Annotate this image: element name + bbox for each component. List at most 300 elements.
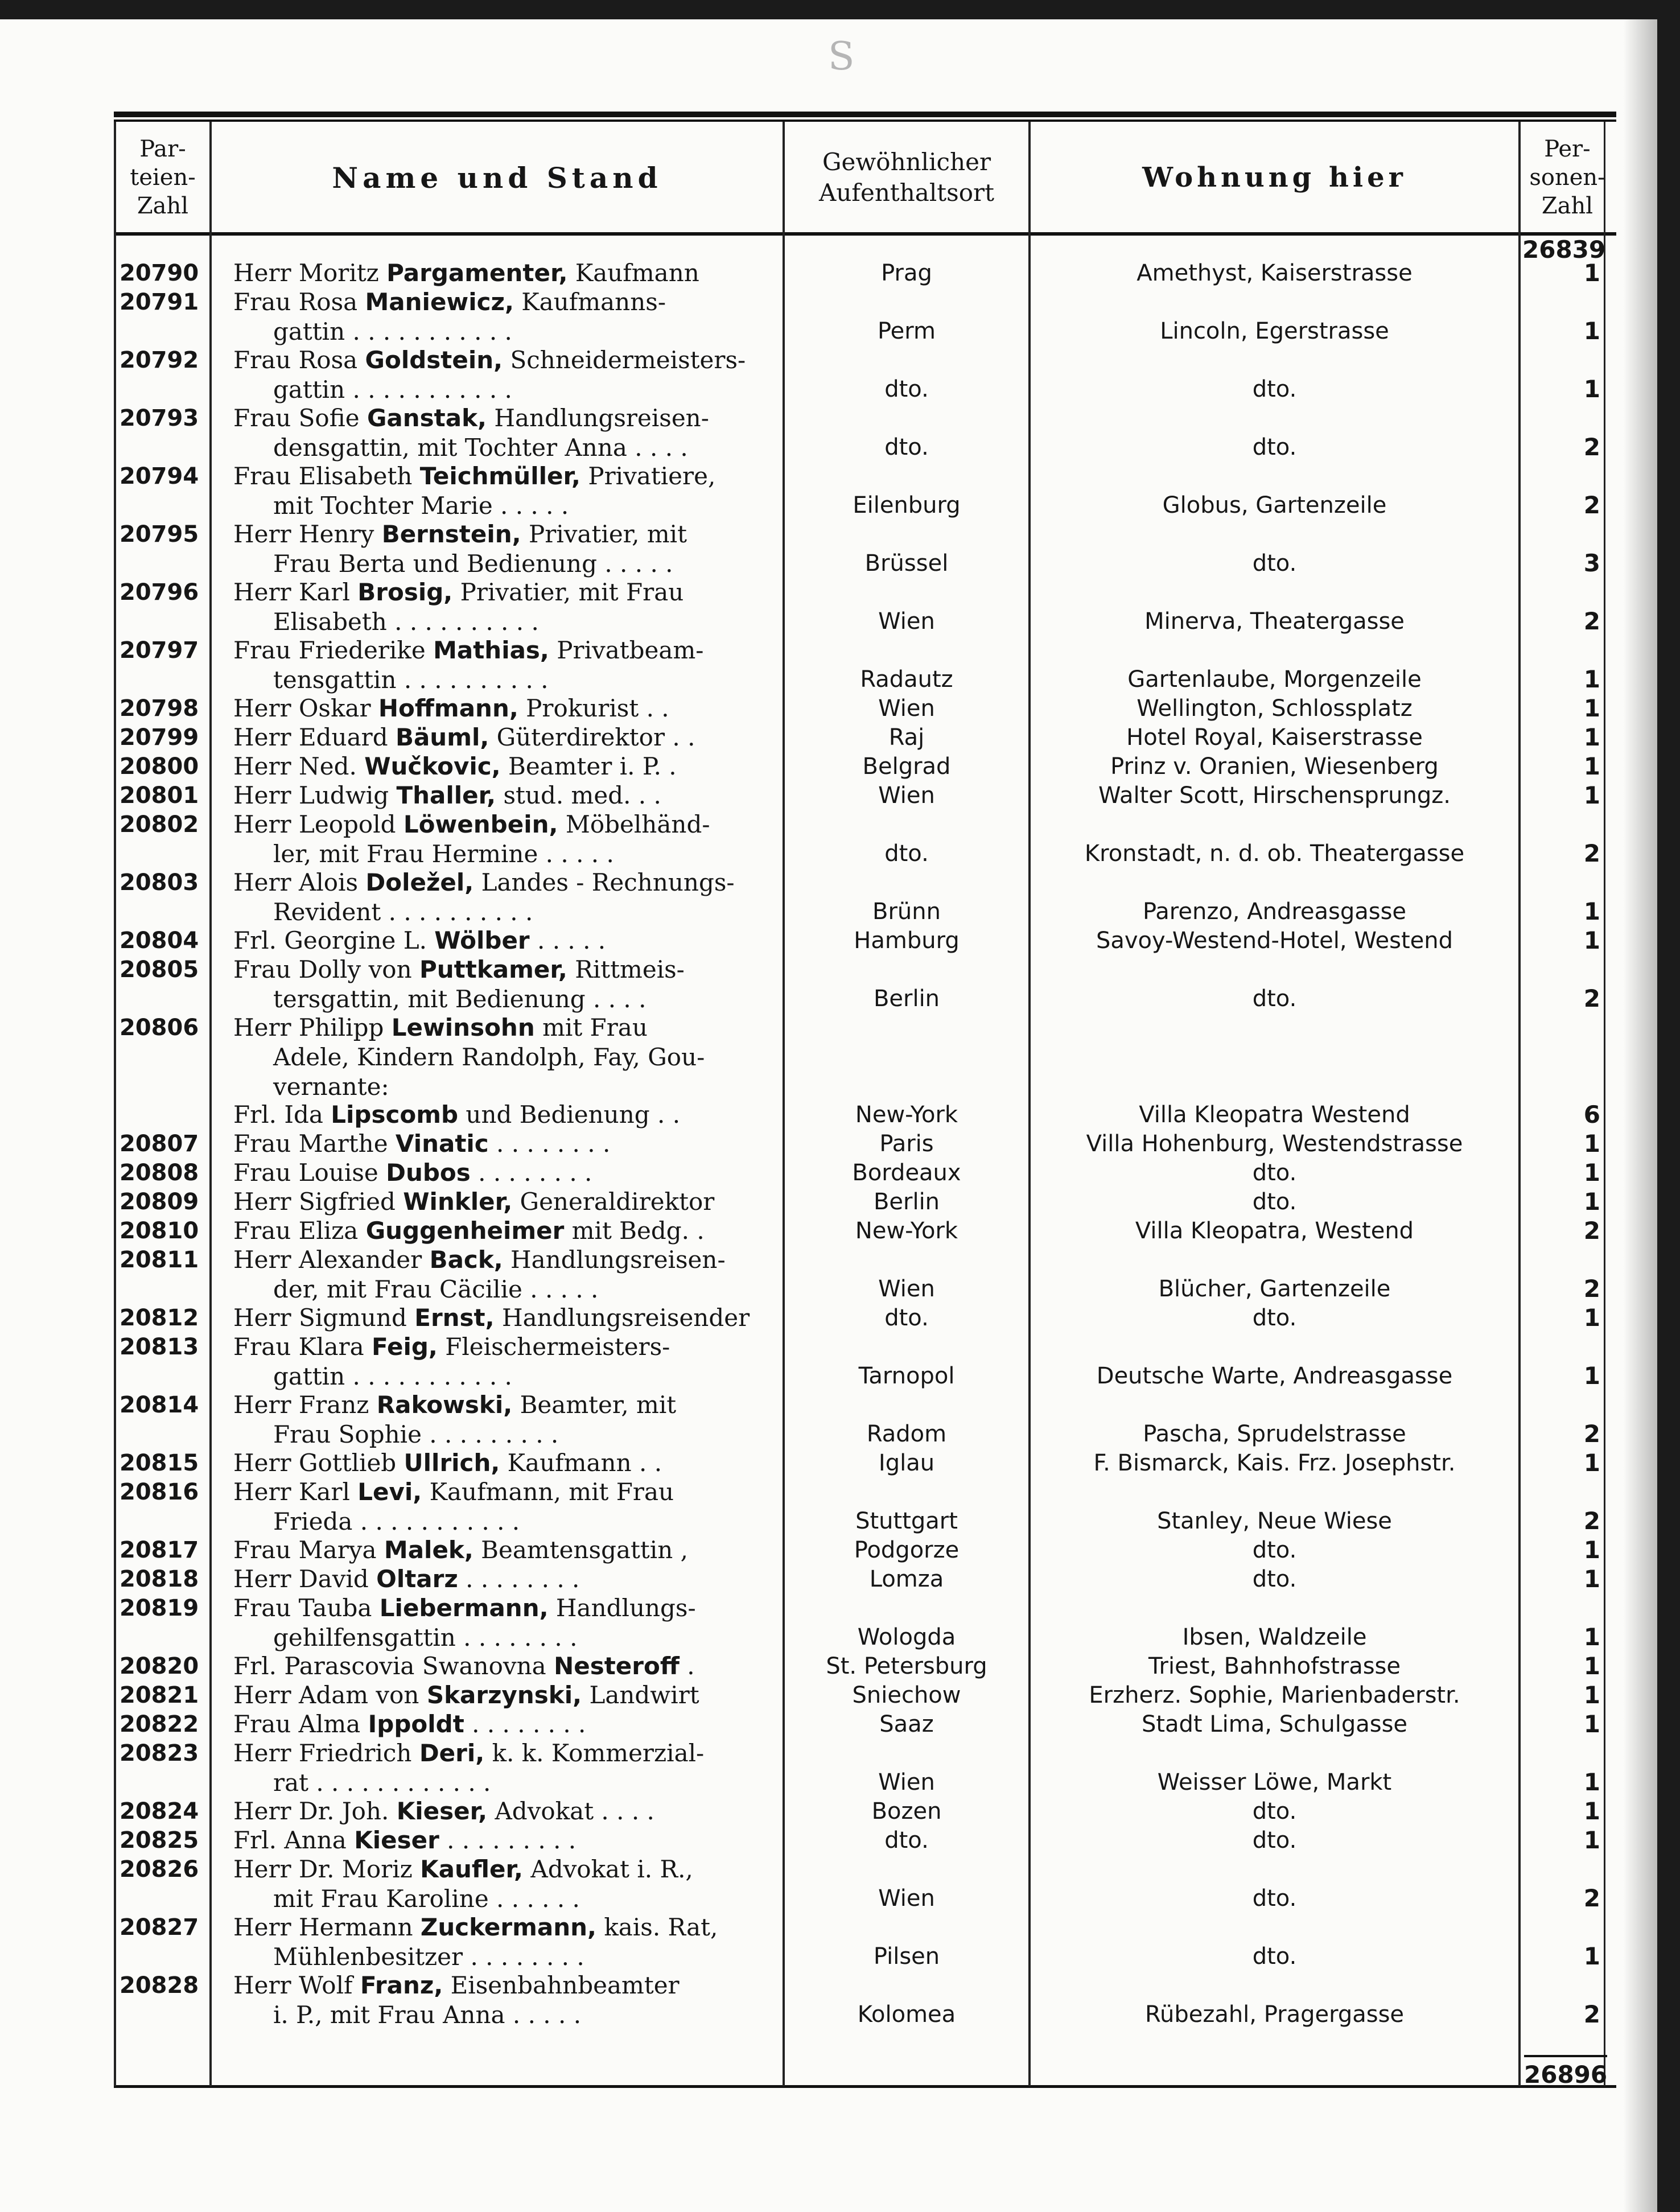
title-forename: Frau Tauba	[233, 1594, 380, 1622]
name-und-stand	[233, 1129, 768, 1159]
personen-zahl: 2	[1583, 985, 1600, 1012]
occupation: . . . . . . . .	[470, 1159, 592, 1187]
occupation: mit Bedg. .	[564, 1217, 705, 1245]
wohnung: Stanley, Neue Wiese	[1157, 1508, 1392, 1534]
surname: Ganstak,	[367, 404, 487, 432]
name-und-stand	[233, 462, 768, 521]
aufenthaltsort: Wien	[878, 608, 935, 635]
title-forename: Herr Oskar	[233, 694, 378, 722]
aufenthaltsort: Wien	[878, 1885, 935, 1912]
surname: Wölber	[434, 926, 530, 954]
wohnung: Minerva, Theatergasse	[1144, 608, 1405, 635]
title-forename: Frau Louise	[233, 1159, 386, 1187]
title-forename: Frau Eliza	[233, 1217, 366, 1245]
aufenthaltsort: Saaz	[879, 1711, 934, 1737]
occupation: Beamtensgattin ,	[473, 1536, 688, 1564]
title-forename: Frau Alma	[233, 1710, 368, 1738]
personen-zahl: 1	[1583, 1768, 1600, 1796]
aufenthaltsort: New-York	[855, 1218, 958, 1244]
aufenthaltsort: Bozen	[871, 1798, 942, 1824]
name-line	[233, 578, 683, 606]
surname: Ullrich,	[403, 1449, 500, 1477]
title-forename: Frau Rosa	[233, 346, 365, 374]
personen-zahl: 1	[1583, 317, 1600, 345]
occupation: Privatiere,	[580, 462, 716, 490]
name-continuation: Revident . . . . . . . . . .	[273, 898, 533, 926]
title-forename: Frl. Anna	[233, 1826, 355, 1854]
surname: Deri,	[419, 1739, 485, 1767]
occupation: Schneidermeisters-	[503, 346, 746, 374]
name-line	[233, 1536, 688, 1564]
name-und-stand	[233, 636, 768, 695]
parteien-nr: 20826	[120, 1856, 199, 1883]
parteien-nr: 20821	[120, 1682, 199, 1708]
name-continuation: Elisabeth . . . . . . . . . .	[273, 608, 539, 636]
parteien-nr: 20798	[120, 695, 199, 722]
occupation: Privatbeam-	[549, 636, 704, 664]
title-forename: Herr Friedrich	[233, 1739, 419, 1767]
name-line	[233, 1391, 676, 1419]
name-line	[233, 868, 735, 896]
name-line	[233, 346, 746, 374]
name-und-stand	[233, 752, 768, 781]
wohnung: Hotel Royal, Kaiserstrasse	[1126, 724, 1423, 751]
title-forename: Herr David	[233, 1565, 377, 1593]
name-line	[233, 1014, 648, 1041]
title-forename: Frau Dolly von	[233, 955, 419, 983]
occupation: Eisenbahnbeamter	[443, 1971, 680, 1999]
occupation: Generaldirektor	[512, 1188, 715, 1216]
header-label: Wohnung hier	[1142, 162, 1407, 193]
name-continuation: Mühlenbesitzer . . . . . . . .	[273, 1943, 584, 1971]
personen-zahl: 1	[1583, 723, 1600, 751]
title-forename: Herr Henry	[233, 520, 382, 548]
occupation: Handlungsreisender	[494, 1304, 750, 1332]
wohnung: dto.	[1252, 1189, 1297, 1215]
wohnung: Weisser Löwe, Markt	[1157, 1769, 1392, 1795]
wohnung: dto.	[1252, 434, 1297, 460]
surname: Goldstein,	[365, 346, 503, 374]
top-rule	[114, 112, 1616, 117]
name-und-stand	[233, 810, 768, 869]
title-forename: Herr Dr. Moriz	[233, 1855, 421, 1883]
surname: Vinatic	[395, 1130, 489, 1158]
name-continuation: rat . . . . . . . . . . . .	[273, 1769, 491, 1797]
title-forename: Frau Marthe	[233, 1130, 396, 1158]
name-und-stand	[233, 1216, 768, 1246]
name-line	[233, 781, 661, 809]
personen-zahl: 2	[1583, 1217, 1600, 1245]
surname: Puttkamer,	[419, 955, 567, 983]
name-line	[233, 1652, 695, 1680]
occupation: Privatier, mit	[521, 520, 687, 548]
occupation: Möbelhänd-	[558, 810, 710, 838]
name-und-stand	[233, 1013, 768, 1102]
name-line	[233, 1101, 680, 1128]
surname: Lewinsohn	[391, 1014, 535, 1041]
personen-zahl: 1	[1583, 665, 1600, 693]
name-und-stand	[233, 1680, 768, 1710]
name-continuation: gattin . . . . . . . . . . .	[273, 1362, 512, 1390]
surname: Wučkovic,	[364, 752, 501, 780]
name-continuation: Frau Sophie . . . . . . . . .	[273, 1420, 559, 1448]
wohnung: Rübezahl, Pragergasse	[1144, 2001, 1405, 2028]
name-continuation: tensgattin . . . . . . . . . .	[273, 666, 549, 694]
name-continuation: gehilfensgattin . . . . . . . .	[273, 1624, 578, 1651]
personen-zahl: 1	[1583, 1652, 1600, 1680]
name-und-stand	[233, 578, 768, 637]
name-line	[233, 1246, 726, 1274]
wohnung: Savoy-Westend-Hotel, Westend	[1096, 928, 1453, 954]
personen-zahl: 2	[1583, 1420, 1600, 1448]
wohnung: Ibsen, Waldzeile	[1182, 1624, 1367, 1650]
name-line	[233, 1594, 696, 1622]
aufenthaltsort: dto.	[884, 1305, 929, 1331]
aufenthaltsort: New-York	[855, 1102, 958, 1128]
wohnung: Parenzo, Andreasgasse	[1142, 899, 1407, 925]
parteien-nr: 20808	[120, 1160, 199, 1186]
aufenthaltsort: Lomza	[869, 1566, 944, 1592]
name-continuation: vernante:	[273, 1073, 389, 1101]
title-forename: Frl. Georgine L.	[233, 926, 435, 954]
name-continuation: Frieda . . . . . . . . . . .	[273, 1507, 520, 1535]
column-divider	[1604, 122, 1605, 2086]
aufenthaltsort: dto.	[884, 434, 929, 460]
surname: Maniewicz,	[365, 288, 514, 316]
occupation: Handlungsreisen-	[503, 1246, 726, 1274]
personen-zahl: 1	[1583, 375, 1600, 403]
personen-zahl: 1	[1583, 1826, 1600, 1854]
occupation: . . . . . . . .	[458, 1565, 580, 1593]
occupation: Landes - Rechnungs-	[473, 868, 735, 896]
parteien-nr: 20824	[120, 1798, 199, 1824]
title-forename: Herr Eduard	[233, 723, 396, 751]
name-line	[233, 1565, 579, 1593]
name-continuation: gattin . . . . . . . . . . .	[273, 376, 512, 403]
personen-zahl: 1	[1583, 752, 1600, 780]
parteien-nr: 20805	[120, 957, 199, 983]
name-und-stand	[233, 1564, 768, 1594]
name-line	[233, 1217, 705, 1245]
title-forename: Frl. Ida	[233, 1101, 331, 1128]
name-line	[233, 1159, 592, 1187]
parteien-nr: 20800	[120, 753, 199, 780]
name-line	[233, 462, 715, 490]
parteien-nr: 20818	[120, 1566, 199, 1592]
wohnung: Gartenlaube, Morgenzeile	[1127, 666, 1422, 693]
bottom-rule	[114, 2085, 1616, 2088]
wohnung: dto.	[1252, 1827, 1297, 1853]
surname: Winkler,	[403, 1188, 513, 1216]
title-forename: Herr Karl	[233, 578, 358, 606]
aufenthaltsort: Wologda	[857, 1624, 956, 1650]
parteien-nr: 20813	[120, 1334, 199, 1360]
personen-zahl: 1	[1583, 1942, 1600, 1970]
name-und-stand	[233, 1477, 768, 1537]
name-und-stand	[233, 520, 768, 579]
wohnung: Blücher, Gartenzeile	[1158, 1276, 1391, 1302]
title-forename: Frau Elisabeth	[233, 462, 420, 490]
personen-zahl: 1	[1583, 1565, 1600, 1593]
wohnung: Wellington, Schlossplatz	[1137, 695, 1413, 722]
parteien-nr: 20795	[120, 521, 199, 547]
wohnung: dto.	[1252, 376, 1297, 402]
surname: Löwenbein,	[403, 810, 558, 838]
name-continuation: densgattin, mit Tochter Anna . . . .	[273, 434, 688, 462]
name-line	[233, 1739, 704, 1767]
name-und-stand	[233, 345, 768, 405]
aufenthaltsort: Brünn	[872, 899, 941, 925]
personen-zahl: 2	[1583, 1507, 1600, 1535]
name-und-stand	[233, 403, 768, 463]
name-und-stand	[233, 1448, 768, 1478]
title-forename: Frau Sofie	[233, 404, 367, 432]
aufenthaltsort: Iglau	[878, 1450, 935, 1476]
surname: Brosig,	[357, 578, 453, 606]
name-und-stand	[233, 781, 768, 810]
name-line	[233, 404, 709, 432]
aufenthaltsort: Tarnopol	[858, 1363, 955, 1389]
header-label: Par- teien- Zahl	[130, 136, 196, 219]
title-forename: Herr Adam von	[233, 1681, 427, 1709]
occupation: Prokurist . .	[518, 694, 669, 722]
parteien-nr: 20793	[120, 405, 199, 431]
personen-zahl: 1	[1583, 1536, 1600, 1564]
surname: Nesteroff	[554, 1652, 680, 1680]
name-line	[233, 636, 703, 664]
wohnung: Lincoln, Egerstrasse	[1160, 318, 1389, 344]
aufenthaltsort: Pilsen	[873, 1943, 940, 1970]
surname: Doležel,	[365, 868, 474, 896]
surname: Thaller,	[396, 781, 496, 809]
aufenthaltsort: Radom	[866, 1421, 947, 1447]
occupation: Advokat . . . .	[487, 1797, 654, 1825]
name-und-stand	[233, 1100, 768, 1130]
aufenthaltsort: Podgorze	[854, 1537, 960, 1563]
occupation: Privatier, mit Frau	[452, 578, 684, 606]
aufenthaltsort: Eilenburg	[853, 492, 961, 518]
occupation: Kaufmanns-	[513, 288, 666, 316]
name-und-stand	[233, 955, 768, 1014]
wohnung: Stadt Lima, Schulgasse	[1141, 1711, 1408, 1737]
title-forename: Herr Ned.	[233, 752, 365, 780]
aufenthaltsort: Stuttgart	[855, 1508, 958, 1534]
parteien-nr: 20809	[120, 1189, 199, 1215]
wohnung: F. Bismarck, Kais. Frz. Josephstr.	[1093, 1450, 1456, 1476]
header-aufenthaltsort	[785, 124, 1028, 231]
occupation: . . . . . . . .	[464, 1710, 586, 1738]
aufenthaltsort: Wien	[878, 1769, 935, 1795]
aufenthaltsort: Berlin	[873, 1189, 940, 1215]
name-continuation: der, mit Frau Cäcilie . . . . .	[273, 1275, 599, 1303]
name-und-stand	[233, 287, 768, 347]
name-und-stand	[233, 926, 768, 955]
name-und-stand	[233, 694, 768, 723]
title-forename: Herr Ludwig	[233, 781, 397, 809]
aufenthaltsort: Prag	[881, 260, 932, 286]
title-forename: Herr Dr. Joh.	[233, 1797, 397, 1825]
personen-zahl: 2	[1583, 607, 1600, 635]
occupation: Handlungs-	[548, 1594, 696, 1622]
occupation: Fleischermeisters-	[437, 1333, 670, 1361]
aufenthaltsort: Kolomea	[857, 2001, 956, 2028]
parteien-nr: 20803	[120, 870, 199, 896]
name-und-stand	[233, 258, 768, 288]
name-line	[233, 955, 685, 983]
occupation: Kaufmann . .	[500, 1449, 662, 1477]
name-line	[233, 1449, 662, 1477]
parteien-nr: 20791	[120, 289, 199, 315]
surname: Kieser	[354, 1826, 439, 1854]
surname: Levi,	[357, 1478, 422, 1506]
occupation: k. k. Kommerzial-	[484, 1739, 705, 1767]
sum-total: 26896	[1524, 2055, 1607, 2089]
personen-zahl: 2	[1583, 1884, 1600, 1912]
parteien-nr: 20828	[120, 1972, 199, 1999]
name-und-stand	[233, 1826, 768, 1855]
personen-zahl: 1	[1583, 1188, 1600, 1216]
page-mark: S	[828, 34, 855, 79]
title-forename: Herr Alexander	[233, 1246, 430, 1274]
top-rule-thin	[114, 120, 1616, 122]
wohnung: dto.	[1252, 986, 1297, 1012]
personen-zahl: 2	[1583, 2000, 1600, 2028]
name-line	[233, 1478, 674, 1506]
personen-zahl: 1	[1583, 1130, 1600, 1158]
name-line	[233, 694, 669, 722]
name-continuation: gattin . . . . . . . . . . .	[273, 318, 512, 345]
title-forename: Herr Karl	[233, 1478, 358, 1506]
name-line	[233, 723, 695, 751]
name-line	[233, 1855, 693, 1883]
occupation: Beamter i. P. .	[500, 752, 677, 780]
aufenthaltsort: Hamburg	[854, 928, 960, 954]
occupation: Rittmeis-	[567, 955, 685, 983]
parteien-nr: 20822	[120, 1711, 199, 1737]
parteien-nr: 20812	[120, 1305, 199, 1331]
surname: Malek,	[384, 1536, 473, 1564]
occupation: mit Frau	[534, 1014, 648, 1041]
name-und-stand	[233, 1739, 768, 1798]
aufenthaltsort: Brüssel	[864, 550, 949, 576]
name-continuation: Frau Berta und Bedienung . . . . .	[273, 550, 673, 578]
name-und-stand	[233, 1535, 768, 1565]
surname: Mathias,	[433, 636, 549, 664]
aufenthaltsort: Raj	[888, 724, 925, 751]
surname: Skarzynski,	[426, 1681, 582, 1709]
wohnung: Villa Kleopatra Westend	[1139, 1102, 1410, 1128]
wohnung: Triest, Bahnhofstrasse	[1148, 1653, 1401, 1679]
header-label: Gewöhnlicher Aufenthaltsort	[819, 148, 994, 207]
title-forename: Frau Rosa	[233, 288, 365, 316]
name-line	[233, 810, 710, 838]
name-line	[233, 1826, 576, 1854]
parteien-nr: 20819	[120, 1595, 199, 1621]
surname: Dubos	[386, 1159, 471, 1187]
surname: Bernstein,	[381, 520, 521, 548]
parteien-nr: 20790	[120, 260, 199, 286]
occupation: und Bedienung . .	[458, 1101, 681, 1128]
surname: Pargamenter,	[386, 259, 568, 287]
surname: Kieser,	[396, 1797, 488, 1825]
name-und-stand	[233, 1913, 768, 1972]
name-und-stand	[233, 1855, 768, 1914]
column-divider	[209, 122, 212, 2086]
aufenthaltsort: dto.	[884, 376, 929, 402]
aufenthaltsort: dto.	[884, 1827, 929, 1853]
aufenthaltsort: Radautz	[860, 666, 953, 693]
personen-zahl: 1	[1583, 781, 1600, 809]
name-und-stand	[233, 1651, 768, 1681]
name-continuation: mit Tochter Marie . . . . .	[273, 492, 569, 520]
name-und-stand	[233, 1158, 768, 1188]
name-line	[233, 1710, 586, 1738]
parteien-nr: 20811	[120, 1247, 199, 1273]
parteien-nr: 20814	[120, 1392, 199, 1418]
personen-zahl: 1	[1583, 1449, 1600, 1477]
header-label: Name und Stand	[332, 160, 662, 195]
name-und-stand	[233, 1245, 768, 1304]
title-forename: Herr Leopold	[233, 810, 403, 838]
name-line	[233, 1681, 699, 1709]
name-line	[233, 926, 606, 954]
surname: Back,	[429, 1246, 503, 1274]
personen-zahl: 2	[1583, 491, 1600, 519]
header-wohnung-hier	[1031, 124, 1518, 231]
surname: Franz,	[360, 1971, 443, 1999]
header-personen-zahl	[1521, 124, 1614, 231]
surname: Ernst,	[414, 1304, 495, 1332]
occupation: Landwirt	[582, 1681, 699, 1709]
name-line	[233, 259, 699, 287]
title-forename: Frau Klara	[233, 1333, 372, 1361]
occupation: . . . . . . . . .	[439, 1826, 577, 1854]
name-und-stand	[233, 868, 768, 927]
occupation: . . . . . . . .	[488, 1130, 611, 1158]
wohnung: Villa Hohenburg, Westendstrasse	[1086, 1131, 1463, 1157]
personen-zahl: 1	[1583, 1362, 1600, 1390]
occupation: stud. med. . .	[496, 781, 661, 809]
wohnung: Kronstadt, n. d. ob. Theatergasse	[1084, 841, 1465, 867]
personen-zahl: 2	[1583, 1275, 1600, 1303]
title-forename: Herr Philipp	[233, 1014, 392, 1041]
occupation: . . . . .	[529, 926, 606, 954]
wohnung: dto.	[1252, 1305, 1297, 1331]
wohnung: Pascha, Sprudelstrasse	[1143, 1421, 1406, 1447]
wohnung: dto.	[1252, 1885, 1297, 1912]
personen-zahl: 1	[1583, 1710, 1600, 1738]
guest-register-table	[114, 112, 1616, 2092]
wohnung: dto.	[1252, 1537, 1297, 1563]
wohnung: Globus, Gartenzeile	[1162, 492, 1387, 518]
wohnung: dto.	[1252, 1798, 1297, 1824]
header-label: Per- sonen- Zahl	[1529, 136, 1605, 219]
wohnung: Deutsche Warte, Andreasgasse	[1096, 1363, 1453, 1389]
aufenthaltsort: Sniechow	[852, 1682, 961, 1708]
parteien-nr: 20815	[120, 1450, 199, 1476]
parteien-nr: 20804	[120, 928, 199, 954]
surname: Liebermann,	[379, 1594, 549, 1622]
title-forename: Herr Alois	[233, 868, 366, 896]
occupation: Kaufmann	[567, 259, 699, 287]
name-line	[233, 1797, 654, 1825]
aufenthaltsort: St. Petersburg	[826, 1653, 987, 1679]
wohnung: dto.	[1252, 1160, 1297, 1186]
title-forename: Herr Wolf	[233, 1971, 360, 1999]
parteien-nr: 20802	[120, 812, 199, 838]
surname: Oltarz	[376, 1565, 458, 1593]
personen-zahl: 1	[1583, 694, 1600, 722]
